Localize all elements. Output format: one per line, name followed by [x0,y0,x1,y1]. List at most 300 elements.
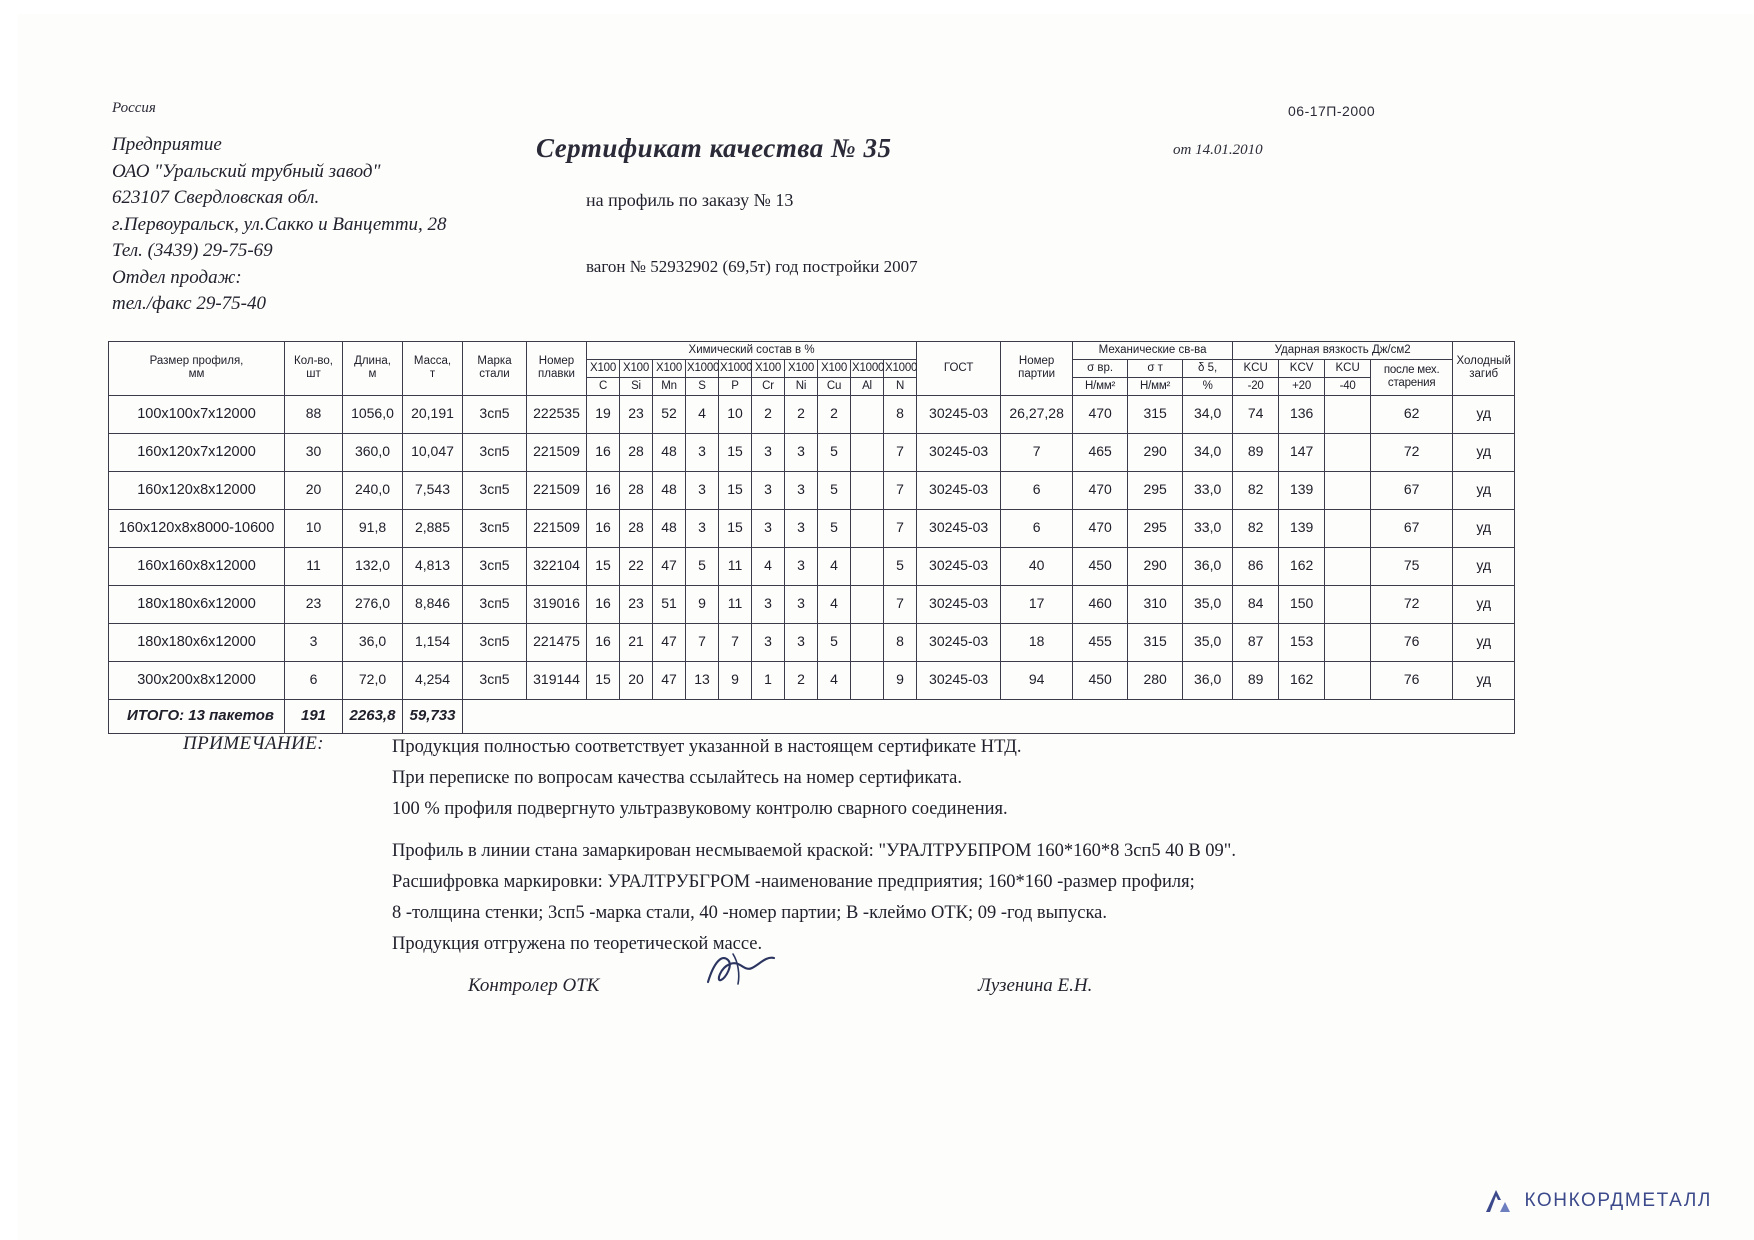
col-group-impact: Ударная вязкость Дж/см2 [1233,342,1453,360]
mech-unit-1: Н/мм² [1128,377,1183,395]
cell-chem-Al [851,433,884,471]
org-line-1: ОАО "Уральский трубный завод" [112,160,381,182]
cell-mass: 20,191 [403,395,463,433]
cell-chem-Si: 23 [620,395,653,433]
org-line-5: Отдел продаж: [112,266,242,288]
table-row [109,433,1515,471]
cell-mass: 4,254 [403,661,463,699]
table-head-row-1 [109,342,1515,360]
cell-impact-0: 74 [1233,395,1279,433]
cell-chem-C: 16 [587,623,620,661]
cell-chem-C: 16 [587,585,620,623]
cell-mass: 1,154 [403,623,463,661]
cell-chem-Ni: 2 [785,395,818,433]
cell-chem-Cr: 3 [752,433,785,471]
cell-mass: 10,047 [403,433,463,471]
cell-mech-0: 470 [1073,509,1128,547]
signature-role: Контролер ОТК [468,975,600,996]
col-gost: ГОСТ [917,342,1001,396]
chem-mult-8: X1000 [851,359,884,377]
cell-impact-2 [1325,395,1371,433]
cell-mech-0: 450 [1073,547,1128,585]
cell-chem-N: 7 [884,433,917,471]
cell-gost: 30245-03 [917,661,1001,699]
cell-chem-Cr: 1 [752,661,785,699]
cell-party: 26,27,28 [1001,395,1073,433]
cell-chem-Al [851,585,884,623]
cell-chem-Al [851,623,884,661]
cell-chem-N: 9 [884,661,917,699]
cell-impact-1: 139 [1279,471,1325,509]
table-row [109,623,1515,661]
cell-after-aging: 76 [1371,623,1453,661]
cell-chem-Ni: 3 [785,509,818,547]
cell-steel-grade: 3сп5 [463,395,527,433]
cell-chem-Cr: 3 [752,623,785,661]
col-group-mechanical: Механические св-ва [1073,342,1233,360]
cell-profile-size: 300x200x8x12000 [109,661,285,699]
cell-impact-1: 162 [1279,661,1325,699]
cell-chem-C: 19 [587,395,620,433]
cell-cold-bend: уд [1453,547,1515,585]
cell-profile-size: 160x120x8x12000 [109,471,285,509]
col-length: Длина, м [343,342,403,396]
cell-total-blank [463,699,1515,733]
org-line-3: г.Первоуральск, ул.Сакко и Ванцетти, 28 [112,213,447,235]
cell-chem-Ni: 3 [785,585,818,623]
col-group-chemistry: Химический состав в % [587,342,917,360]
table-body [109,395,1515,733]
cell-mech-1: 290 [1128,547,1183,585]
mech-unit-0: Н/мм² [1073,377,1128,395]
chem-elem-3: S [686,377,719,395]
brand-logo-icon [1484,1188,1514,1214]
cell-after-aging: 67 [1371,471,1453,509]
cell-mass: 2,885 [403,509,463,547]
cell-chem-P: 9 [719,661,752,699]
chem-mult-7: X100 [818,359,851,377]
cell-chem-Al [851,509,884,547]
cell-chem-Cr: 3 [752,585,785,623]
cell-profile-size: 160x120x8x8000-10600 [109,509,285,547]
cell-mech-0: 470 [1073,471,1128,509]
chem-elem-8: Al [851,377,884,395]
cell-gost: 30245-03 [917,395,1001,433]
order-subtitle: на профиль по заказу № 13 [586,190,794,210]
notes-label: ПРИМЕЧАНИЕ: [183,733,324,754]
col-cold-bend: Холодный загиб [1453,342,1515,396]
chem-elem-2: Mn [653,377,686,395]
chem-mult-0: X100 [587,359,620,377]
chem-mult-1: X100 [620,359,653,377]
cell-impact-2 [1325,623,1371,661]
cell-qty: 20 [285,471,343,509]
cell-length: 360,0 [343,433,403,471]
brand-name: КОНКОРДМЕТАЛЛ [1524,1190,1712,1211]
cell-chem-S: 7 [686,623,719,661]
cell-chem-N: 7 [884,585,917,623]
impact-unit-1: +20 [1279,377,1325,395]
table-total-row [109,699,1515,733]
cell-mass: 8,846 [403,585,463,623]
cell-mech-1: 315 [1128,395,1183,433]
cell-chem-N: 7 [884,471,917,509]
chem-mult-9: X1000 [884,359,917,377]
cell-qty: 30 [285,433,343,471]
cell-chem-S: 3 [686,471,719,509]
cell-mech-2: 34,0 [1183,395,1233,433]
org-line-6: тел./факс 29-75-40 [112,293,266,314]
cell-chem-Mn: 48 [653,509,686,547]
cell-chem-Ni: 3 [785,623,818,661]
cell-chem-S: 3 [686,509,719,547]
cell-mech-1: 310 [1128,585,1183,623]
cell-mech-2: 35,0 [1183,585,1233,623]
cell-impact-0: 87 [1233,623,1279,661]
cell-chem-Ni: 3 [785,471,818,509]
note-line-6: Продукция отгружена по теоретической массе. [392,934,763,954]
cell-profile-size: 160x160x8x12000 [109,547,285,585]
cell-steel-grade: 3сп5 [463,661,527,699]
brand-watermark [1484,1188,1712,1214]
note-line-3: Профиль в линии стана замаркирован несмываемой краской: "УРАЛТРУБПРОМ 160*160*8 3сп5 40 В 09". [392,841,1236,861]
mech-sym-1: σ т [1128,359,1183,377]
table-row [109,395,1515,433]
cell-impact-2 [1325,547,1371,585]
cell-chem-S: 5 [686,547,719,585]
certificate-table-wrapper [108,341,1511,734]
cell-impact-0: 82 [1233,509,1279,547]
cell-party: 7 [1001,433,1073,471]
signature-name: Лузенина Е.Н. [978,975,1093,996]
cell-length: 72,0 [343,661,403,699]
cell-chem-Si: 23 [620,585,653,623]
cell-chem-Mn: 52 [653,395,686,433]
cell-chem-Cu: 5 [818,471,851,509]
cell-chem-Mn: 47 [653,623,686,661]
cell-qty: 3 [285,623,343,661]
cell-chem-S: 3 [686,433,719,471]
cell-chem-P: 7 [719,623,752,661]
cell-chem-Cu: 5 [818,433,851,471]
cell-impact-0: 82 [1233,471,1279,509]
cell-after-aging: 72 [1371,585,1453,623]
cell-after-aging: 75 [1371,547,1453,585]
cell-length: 1056,0 [343,395,403,433]
col-qty: Кол-во, шт [285,342,343,396]
cell-chem-Ni: 3 [785,547,818,585]
cell-heat-number: 221509 [527,509,587,547]
mech-unit-2: % [1183,377,1233,395]
cell-heat-number: 221509 [527,471,587,509]
cell-party: 40 [1001,547,1073,585]
cell-chem-N: 5 [884,547,917,585]
org-line-0: Предприятие [112,134,222,155]
cell-chem-Cu: 4 [818,547,851,585]
cell-gost: 30245-03 [917,623,1001,661]
cell-chem-Ni: 3 [785,433,818,471]
col-after-aging: после мех. старения [1371,359,1453,395]
handwritten-signature [700,948,790,992]
cell-chem-N: 7 [884,509,917,547]
note-line-2: 100 % профиля подвергнуто ультразвуковому контролю сварного соединения. [392,799,1008,819]
cell-chem-Si: 22 [620,547,653,585]
chem-mult-3: X1000 [686,359,719,377]
note-line-4: Расшифровка маркировки: УРАЛТРУБГРОМ -наименование предприятия; 160*160 -размер профиля; [392,872,1195,892]
cell-heat-number: 221509 [527,433,587,471]
cell-total-mass: 59,733 [403,699,463,733]
cell-heat-number: 319016 [527,585,587,623]
cell-cold-bend: уд [1453,623,1515,661]
notes-gap [392,825,1452,836]
cell-mech-2: 33,0 [1183,471,1233,509]
cell-impact-1: 153 [1279,623,1325,661]
org-line-2: 623107 Свердловская обл. [112,187,320,208]
organization-block [112,132,447,318]
cell-chem-C: 15 [587,547,620,585]
table-row [109,471,1515,509]
cell-gost: 30245-03 [917,509,1001,547]
cell-mech-1: 295 [1128,471,1183,509]
col-profile-size: Размер профиля, мм [109,342,285,396]
cell-steel-grade: 3сп5 [463,471,527,509]
cell-chem-Mn: 51 [653,585,686,623]
cell-chem-P: 10 [719,395,752,433]
cell-impact-1: 136 [1279,395,1325,433]
cell-profile-size: 180x180x6x12000 [109,585,285,623]
chem-elem-0: C [587,377,620,395]
chem-mult-2: X100 [653,359,686,377]
chem-mult-6: X100 [785,359,818,377]
chem-elem-6: Ni [785,377,818,395]
cell-after-aging: 67 [1371,509,1453,547]
cell-mech-1: 280 [1128,661,1183,699]
cell-mech-2: 35,0 [1183,623,1233,661]
mech-sym-2: δ 5, [1183,359,1233,377]
cell-cold-bend: уд [1453,433,1515,471]
cell-mass: 4,813 [403,547,463,585]
chem-mult-4: X1000 [719,359,752,377]
cell-total-length: 2263,8 [343,699,403,733]
cell-chem-Si: 21 [620,623,653,661]
cell-steel-grade: 3сп5 [463,585,527,623]
cell-profile-size: 160x120x7x12000 [109,433,285,471]
cell-length: 240,0 [343,471,403,509]
col-heat-number: Номер плавки [527,342,587,396]
impact-unit-0: -20 [1233,377,1279,395]
cell-cold-bend: уд [1453,395,1515,433]
cell-chem-S: 13 [686,661,719,699]
cell-party: 17 [1001,585,1073,623]
table-head [109,342,1515,396]
cell-chem-P: 15 [719,509,752,547]
cell-chem-S: 9 [686,585,719,623]
cell-chem-Mn: 48 [653,471,686,509]
cell-chem-Mn: 47 [653,547,686,585]
cell-party: 6 [1001,509,1073,547]
cell-impact-2 [1325,471,1371,509]
cell-mech-1: 295 [1128,509,1183,547]
cell-mech-0: 450 [1073,661,1128,699]
cell-heat-number: 222535 [527,395,587,433]
cell-chem-Mn: 47 [653,661,686,699]
cell-qty: 10 [285,509,343,547]
cell-chem-Cu: 5 [818,623,851,661]
cell-mech-2: 36,0 [1183,661,1233,699]
cell-chem-C: 16 [587,433,620,471]
cell-gost: 30245-03 [917,471,1001,509]
cell-gost: 30245-03 [917,585,1001,623]
cell-chem-Cr: 3 [752,471,785,509]
mech-sym-0: σ вр. [1073,359,1128,377]
form-code: 06-17П-2000 [1288,103,1376,119]
note-line-0: Продукция полностью соответствует указанной в настоящем сертификате НТД. [392,737,1022,757]
cell-qty: 88 [285,395,343,433]
cell-chem-C: 15 [587,661,620,699]
table-row [109,509,1515,547]
cell-chem-S: 4 [686,395,719,433]
cell-profile-size: 100x100x7x12000 [109,395,285,433]
cell-chem-Al [851,661,884,699]
certificate-table [108,341,1515,734]
table-row [109,661,1515,699]
cell-chem-C: 16 [587,509,620,547]
cell-chem-N: 8 [884,623,917,661]
table-row [109,547,1515,585]
cell-mech-0: 470 [1073,395,1128,433]
cell-chem-Cu: 4 [818,585,851,623]
cell-profile-size: 180x180x6x12000 [109,623,285,661]
cell-chem-N: 8 [884,395,917,433]
cell-chem-Mn: 48 [653,433,686,471]
cell-total-label: ИТОГО: 13 пакетов [109,699,285,733]
cell-gost: 30245-03 [917,433,1001,471]
chem-mult-5: X100 [752,359,785,377]
cell-qty: 6 [285,661,343,699]
cell-impact-1: 139 [1279,509,1325,547]
cell-steel-grade: 3сп5 [463,547,527,585]
cell-chem-P: 11 [719,547,752,585]
wagon-info: вагон № 52932902 (69,5т) год постройки 2007 [586,257,918,276]
cell-after-aging: 76 [1371,661,1453,699]
cell-impact-0: 89 [1233,661,1279,699]
cell-heat-number: 221475 [527,623,587,661]
cell-cold-bend: уд [1453,471,1515,509]
chem-elem-9: N [884,377,917,395]
cell-cold-bend: уд [1453,509,1515,547]
table-row [109,585,1515,623]
cell-chem-P: 11 [719,585,752,623]
cell-length: 276,0 [343,585,403,623]
cell-heat-number: 319144 [527,661,587,699]
cell-impact-0: 89 [1233,433,1279,471]
cell-after-aging: 72 [1371,433,1453,471]
cell-chem-Cr: 2 [752,395,785,433]
cell-mech-2: 33,0 [1183,509,1233,547]
cell-chem-Si: 28 [620,509,653,547]
country-label: Россия [112,100,156,116]
chem-elem-7: Cu [818,377,851,395]
impact-unit-2: -40 [1325,377,1371,395]
cell-impact-1: 147 [1279,433,1325,471]
cell-mech-2: 34,0 [1183,433,1233,471]
scan-edge-top [0,0,1754,14]
cell-impact-2 [1325,433,1371,471]
chem-elem-1: Si [620,377,653,395]
chem-elem-4: P [719,377,752,395]
cell-chem-Al [851,547,884,585]
cell-chem-Cr: 4 [752,547,785,585]
document-date: от 14.01.2010 [1173,142,1263,158]
cell-chem-P: 15 [719,433,752,471]
chem-elem-5: Cr [752,377,785,395]
cell-mech-1: 290 [1128,433,1183,471]
cell-mech-2: 36,0 [1183,547,1233,585]
cell-impact-1: 162 [1279,547,1325,585]
cell-chem-Si: 20 [620,661,653,699]
cell-qty: 23 [285,585,343,623]
cell-mech-1: 315 [1128,623,1183,661]
cell-chem-Cr: 3 [752,509,785,547]
cell-chem-C: 16 [587,471,620,509]
org-line-4: Тел. (3439) 29-75-69 [112,240,273,261]
cell-chem-Ni: 2 [785,661,818,699]
cell-chem-P: 15 [719,471,752,509]
cell-chem-Cu: 4 [818,661,851,699]
document-title: Сертификат качества № 35 [536,133,892,163]
cell-impact-1: 150 [1279,585,1325,623]
cell-mass: 7,543 [403,471,463,509]
cell-cold-bend: уд [1453,585,1515,623]
cell-chem-Si: 28 [620,471,653,509]
cell-impact-2 [1325,661,1371,699]
cell-party: 94 [1001,661,1073,699]
cell-steel-grade: 3сп5 [463,509,527,547]
cell-total-qty: 191 [285,699,343,733]
cell-chem-Al [851,395,884,433]
cell-chem-Cu: 2 [818,395,851,433]
cell-heat-number: 322104 [527,547,587,585]
cell-length: 36,0 [343,623,403,661]
col-party: Номер партии [1001,342,1073,396]
col-steel-grade: Марка стали [463,342,527,396]
cell-impact-2 [1325,585,1371,623]
impact-sym-2: KCU [1325,359,1371,377]
cell-mech-0: 460 [1073,585,1128,623]
cell-qty: 11 [285,547,343,585]
cell-length: 91,8 [343,509,403,547]
cell-length: 132,0 [343,547,403,585]
cell-chem-Cu: 5 [818,509,851,547]
cell-chem-Si: 28 [620,433,653,471]
cell-mech-0: 455 [1073,623,1128,661]
notes-body [392,732,1452,960]
col-mass: Масса, т [403,342,463,396]
impact-sym-0: KCU [1233,359,1279,377]
cell-after-aging: 62 [1371,395,1453,433]
cell-chem-Al [851,471,884,509]
cell-steel-grade: 3сп5 [463,623,527,661]
cell-party: 6 [1001,471,1073,509]
cell-party: 18 [1001,623,1073,661]
scan-edge-left [0,0,18,1240]
cell-gost: 30245-03 [917,547,1001,585]
cell-impact-0: 84 [1233,585,1279,623]
cell-impact-0: 86 [1233,547,1279,585]
note-line-5: 8 -толщина стенки; 3сп5 -марка стали, 40 -номер партии; В -клеймо ОТК; 09 -год выпуска. [392,903,1108,923]
cell-cold-bend: уд [1453,661,1515,699]
impact-sym-1: KCV [1279,359,1325,377]
